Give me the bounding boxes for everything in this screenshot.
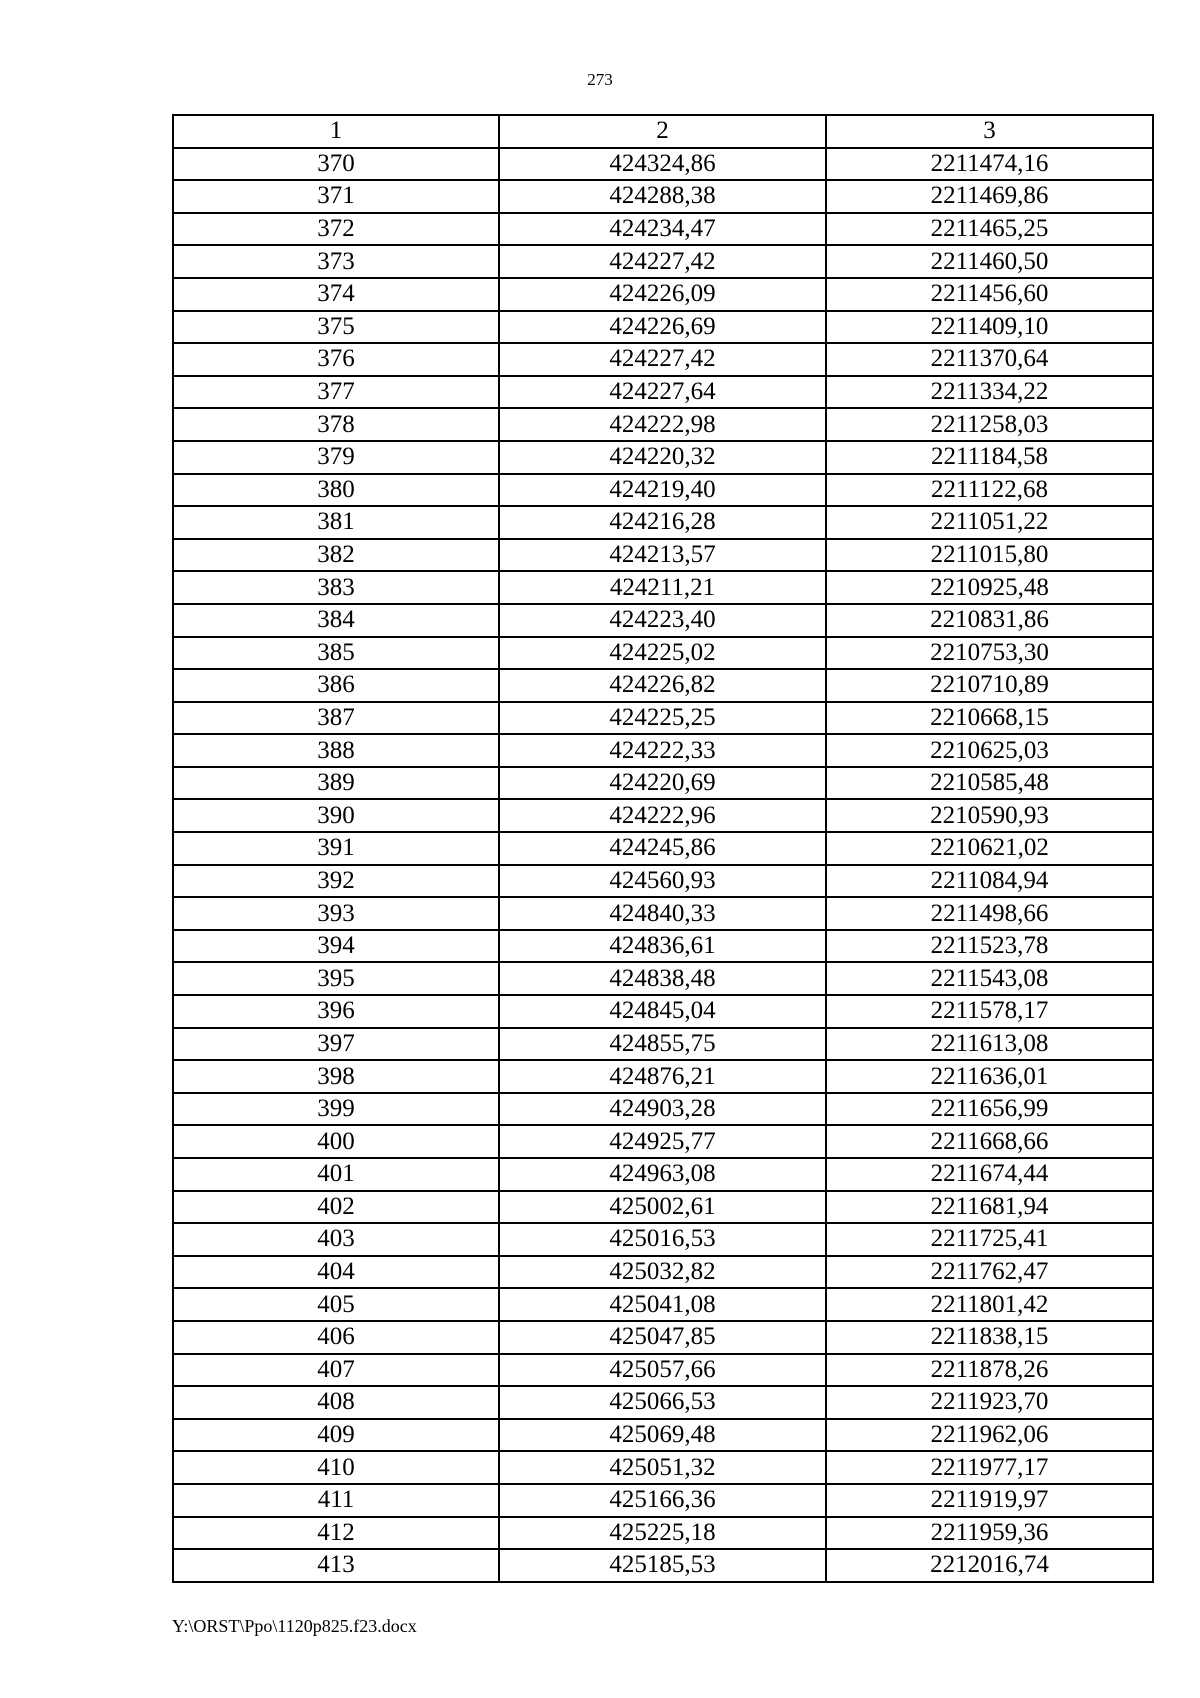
table-row (173, 1451, 1153, 1484)
cell-coordinate-x: 425057,66 (499, 1354, 826, 1387)
cell-point-number: 384 (173, 604, 499, 637)
table-row (173, 669, 1153, 702)
cell-coordinate-x: 424288,38 (499, 180, 826, 213)
table-row (173, 702, 1153, 735)
cell-coordinate-y: 2211919,97 (826, 1484, 1153, 1517)
table-row (173, 1386, 1153, 1419)
cell-coordinate-x: 424225,02 (499, 637, 826, 670)
cell-coordinate-x: 424222,96 (499, 799, 826, 832)
cell-point-number: 391 (173, 832, 499, 865)
cell-coordinate-y: 2211962,06 (826, 1419, 1153, 1452)
table-row (173, 767, 1153, 800)
header-cell-x: 2 (499, 115, 826, 148)
cell-point-number: 409 (173, 1419, 499, 1452)
cell-point-number: 392 (173, 865, 499, 898)
cell-coordinate-y: 2210831,86 (826, 604, 1153, 637)
cell-point-number: 413 (173, 1549, 499, 1582)
cell-coordinate-y: 2211409,10 (826, 311, 1153, 344)
cell-coordinate-x: 424223,40 (499, 604, 826, 637)
cell-point-number: 371 (173, 180, 499, 213)
cell-coordinate-x: 424855,75 (499, 1028, 826, 1061)
cell-point-number: 380 (173, 474, 499, 507)
cell-coordinate-y: 2211543,08 (826, 962, 1153, 995)
table-row (173, 962, 1153, 995)
cell-coordinate-y: 2212016,74 (826, 1549, 1153, 1582)
cell-coordinate-y: 2211084,94 (826, 865, 1153, 898)
cell-coordinate-x: 424226,69 (499, 311, 826, 344)
cell-coordinate-y: 2211498,66 (826, 897, 1153, 930)
table-row (173, 1093, 1153, 1126)
cell-point-number: 402 (173, 1191, 499, 1224)
cell-coordinate-x: 424219,40 (499, 474, 826, 507)
table-row (173, 539, 1153, 572)
cell-coordinate-y: 2211762,47 (826, 1256, 1153, 1289)
cell-coordinate-x: 424845,04 (499, 995, 826, 1028)
cell-coordinate-y: 2211465,25 (826, 213, 1153, 246)
cell-point-number: 388 (173, 734, 499, 767)
table-row (173, 897, 1153, 930)
cell-coordinate-y: 2211923,70 (826, 1386, 1153, 1419)
cell-coordinate-y: 2211122,68 (826, 474, 1153, 507)
table-row (173, 571, 1153, 604)
cell-coordinate-y: 2211460,50 (826, 245, 1153, 278)
cell-point-number: 377 (173, 376, 499, 409)
header-cell-number: 1 (173, 115, 499, 148)
cell-coordinate-x: 424222,98 (499, 408, 826, 441)
cell-coordinate-y: 2211656,99 (826, 1093, 1153, 1126)
table-row (173, 1354, 1153, 1387)
cell-coordinate-y: 2211258,03 (826, 408, 1153, 441)
cell-coordinate-y: 2211523,78 (826, 930, 1153, 963)
cell-point-number: 372 (173, 213, 499, 246)
table-row (173, 832, 1153, 865)
cell-point-number: 410 (173, 1451, 499, 1484)
cell-coordinate-x: 424216,28 (499, 506, 826, 539)
coordinates-table (172, 114, 1154, 1583)
page-number: 273 (587, 70, 613, 89)
table-row (173, 506, 1153, 539)
cell-point-number: 385 (173, 637, 499, 670)
cell-coordinate-x: 425225,18 (499, 1517, 826, 1550)
cell-point-number: 375 (173, 311, 499, 344)
cell-coordinate-y: 2211801,42 (826, 1288, 1153, 1321)
cell-coordinate-y: 2211878,26 (826, 1354, 1153, 1387)
cell-coordinate-x: 424225,25 (499, 702, 826, 735)
cell-point-number: 379 (173, 441, 499, 474)
cell-point-number: 390 (173, 799, 499, 832)
cell-point-number: 404 (173, 1256, 499, 1289)
cell-coordinate-y: 2211636,01 (826, 1060, 1153, 1093)
cell-coordinate-x: 424963,08 (499, 1158, 826, 1191)
cell-point-number: 389 (173, 767, 499, 800)
cell-coordinate-x: 424226,09 (499, 278, 826, 311)
cell-coordinate-y: 2211725,41 (826, 1223, 1153, 1256)
cell-coordinate-x: 424925,77 (499, 1125, 826, 1158)
cell-coordinate-x: 424324,86 (499, 148, 826, 181)
cell-coordinate-y: 2211334,22 (826, 376, 1153, 409)
cell-point-number: 374 (173, 278, 499, 311)
table-row (173, 1549, 1153, 1582)
cell-coordinate-y: 2211184,58 (826, 441, 1153, 474)
cell-point-number: 401 (173, 1158, 499, 1191)
cell-coordinate-x: 425051,32 (499, 1451, 826, 1484)
cell-coordinate-y: 2211959,36 (826, 1517, 1153, 1550)
cell-point-number: 382 (173, 539, 499, 572)
cell-point-number: 397 (173, 1028, 499, 1061)
cell-coordinate-x: 424227,42 (499, 343, 826, 376)
cell-coordinate-y: 2211469,86 (826, 180, 1153, 213)
cell-point-number: 408 (173, 1386, 499, 1419)
table-row (173, 637, 1153, 670)
cell-point-number: 370 (173, 148, 499, 181)
table-row (173, 1028, 1153, 1061)
cell-point-number: 378 (173, 408, 499, 441)
table-row (173, 1191, 1153, 1224)
table-row (173, 1517, 1153, 1550)
cell-coordinate-x: 424227,64 (499, 376, 826, 409)
table-row (173, 376, 1153, 409)
cell-point-number: 393 (173, 897, 499, 930)
cell-coordinate-y: 2210590,93 (826, 799, 1153, 832)
table-row (173, 1321, 1153, 1354)
cell-point-number: 405 (173, 1288, 499, 1321)
table-row (173, 1419, 1153, 1452)
cell-point-number: 407 (173, 1354, 499, 1387)
cell-point-number: 386 (173, 669, 499, 702)
cell-coordinate-x: 425016,53 (499, 1223, 826, 1256)
table-row (173, 311, 1153, 344)
cell-coordinate-x: 424876,21 (499, 1060, 826, 1093)
table-header-row (173, 115, 1153, 148)
cell-point-number: 387 (173, 702, 499, 735)
table-row (173, 604, 1153, 637)
cell-coordinate-y: 2210668,15 (826, 702, 1153, 735)
cell-coordinate-x: 424903,28 (499, 1093, 826, 1126)
cell-coordinate-y: 2211674,44 (826, 1158, 1153, 1191)
cell-coordinate-x: 424220,69 (499, 767, 826, 800)
table-row (173, 148, 1153, 181)
table-row (173, 734, 1153, 767)
cell-coordinate-x: 424560,93 (499, 865, 826, 898)
header-cell-y: 3 (826, 115, 1153, 148)
cell-coordinate-x: 425069,48 (499, 1419, 826, 1452)
cell-point-number: 383 (173, 571, 499, 604)
cell-point-number: 394 (173, 930, 499, 963)
cell-coordinate-x: 424245,86 (499, 832, 826, 865)
table-row (173, 180, 1153, 213)
cell-point-number: 399 (173, 1093, 499, 1126)
cell-coordinate-y: 2210621,02 (826, 832, 1153, 865)
cell-point-number: 396 (173, 995, 499, 1028)
cell-point-number: 398 (173, 1060, 499, 1093)
cell-coordinate-x: 425066,53 (499, 1386, 826, 1419)
cell-coordinate-x: 424234,47 (499, 213, 826, 246)
table-body (173, 115, 1153, 1582)
table-row (173, 408, 1153, 441)
table-row (173, 865, 1153, 898)
cell-coordinate-y: 2210925,48 (826, 571, 1153, 604)
cell-coordinate-y: 2211977,17 (826, 1451, 1153, 1484)
table-row (173, 1256, 1153, 1289)
table-row (173, 1158, 1153, 1191)
cell-coordinate-y: 2210710,89 (826, 669, 1153, 702)
table-row (173, 1125, 1153, 1158)
table-row (173, 1288, 1153, 1321)
cell-coordinate-y: 2211681,94 (826, 1191, 1153, 1224)
cell-coordinate-y: 2211838,15 (826, 1321, 1153, 1354)
cell-coordinate-x: 425166,36 (499, 1484, 826, 1517)
table-row (173, 799, 1153, 832)
cell-coordinate-y: 2210625,03 (826, 734, 1153, 767)
table-row (173, 1223, 1153, 1256)
cell-coordinate-x: 424227,42 (499, 245, 826, 278)
cell-point-number: 373 (173, 245, 499, 278)
cell-coordinate-y: 2211051,22 (826, 506, 1153, 539)
table-row (173, 474, 1153, 507)
cell-coordinate-y: 2211613,08 (826, 1028, 1153, 1061)
cell-coordinate-x: 425047,85 (499, 1321, 826, 1354)
cell-coordinate-y: 2211456,60 (826, 278, 1153, 311)
cell-coordinate-x: 424220,32 (499, 441, 826, 474)
table-row (173, 213, 1153, 246)
table-row (173, 1060, 1153, 1093)
table-row (173, 278, 1153, 311)
table-row (173, 441, 1153, 474)
table-row (173, 995, 1153, 1028)
cell-coordinate-x: 424211,21 (499, 571, 826, 604)
cell-coordinate-y: 2210585,48 (826, 767, 1153, 800)
cell-point-number: 403 (173, 1223, 499, 1256)
table-row (173, 245, 1153, 278)
cell-coordinate-y: 2211370,64 (826, 343, 1153, 376)
cell-point-number: 400 (173, 1125, 499, 1158)
cell-coordinate-y: 2210753,30 (826, 637, 1153, 670)
table-row (173, 930, 1153, 963)
cell-point-number: 411 (173, 1484, 499, 1517)
cell-coordinate-x: 424226,82 (499, 669, 826, 702)
table-row (173, 343, 1153, 376)
cell-coordinate-x: 425185,53 (499, 1549, 826, 1582)
cell-point-number: 376 (173, 343, 499, 376)
cell-point-number: 381 (173, 506, 499, 539)
table-row (173, 1484, 1153, 1517)
cell-coordinate-x: 424840,33 (499, 897, 826, 930)
cell-coordinate-x: 424836,61 (499, 930, 826, 963)
cell-coordinate-x: 424222,33 (499, 734, 826, 767)
cell-coordinate-x: 424838,48 (499, 962, 826, 995)
cell-coordinate-y: 2211668,66 (826, 1125, 1153, 1158)
cell-point-number: 406 (173, 1321, 499, 1354)
cell-coordinate-y: 2211474,16 (826, 148, 1153, 181)
cell-coordinate-x: 425002,61 (499, 1191, 826, 1224)
cell-point-number: 412 (173, 1517, 499, 1550)
cell-coordinate-x: 425032,82 (499, 1256, 826, 1289)
cell-coordinate-x: 425041,08 (499, 1288, 826, 1321)
footer-file-path: Y:\ORST\Ppo\1120p825.f23.docx (172, 1616, 417, 1636)
cell-point-number: 395 (173, 962, 499, 995)
cell-coordinate-y: 2211578,17 (826, 995, 1153, 1028)
cell-coordinate-y: 2211015,80 (826, 539, 1153, 572)
cell-coordinate-x: 424213,57 (499, 539, 826, 572)
